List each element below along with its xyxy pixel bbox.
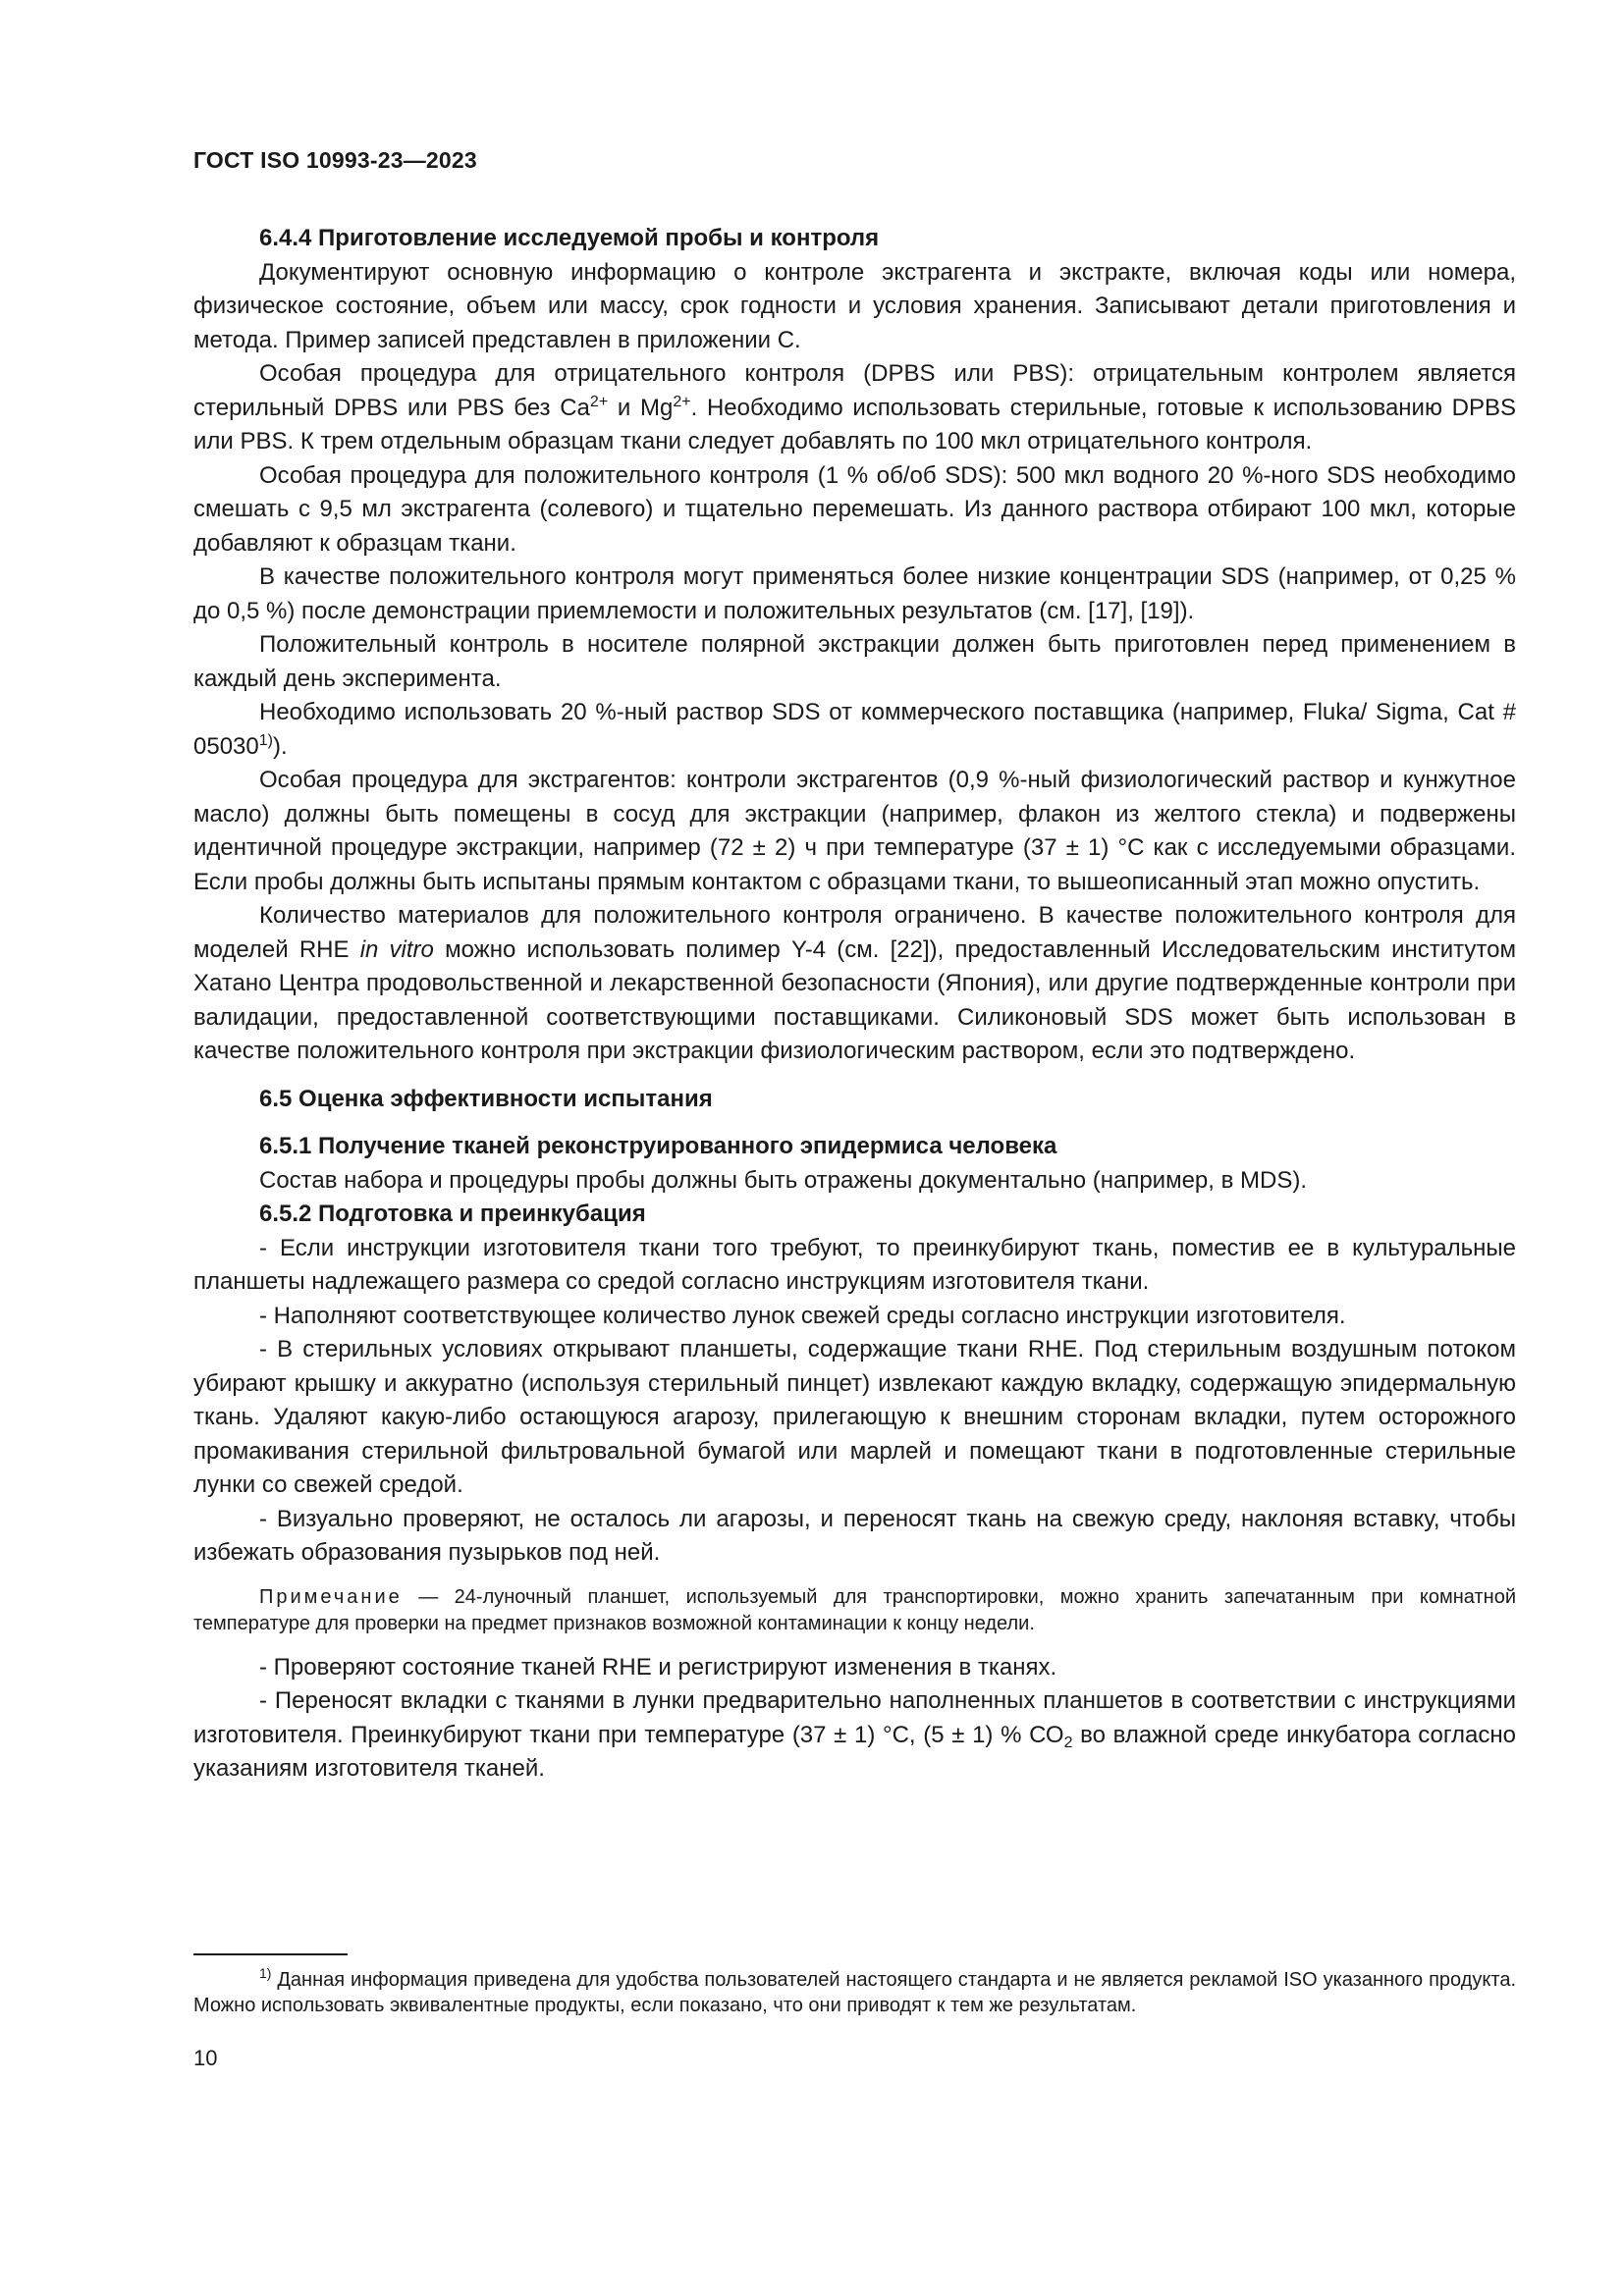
paragraph: Положительный контроль в носителе полярной экстракции должен быть приготовлен перед применением в каждый день эксперимента. [193, 631, 1516, 692]
list-item: - Визуально проверяют, не осталось ли агарозы, и переносят ткань на свежую среду, наклоняя вставку, чтобы избежать образования пузырьков под ней. [193, 1505, 1516, 1566]
heading-6-5-1: 6.5.1 Получение тканей реконструированного эпидермиса человека [259, 1133, 1057, 1159]
paragraph: Особая процедура для положительного контроля (1 % об/об SDS): 500 мкл водного 20 %-ного SDS необходимо смешать с 9,5 мл экстрагента (солевого) и тщательно перемешать. Из данного раствора отбирают 100 мкл, которые добавляют к образцам ткани. [193, 461, 1516, 557]
note: Примечание — 24-луночный планшет, используемый для транспортировки, можно хранить запечатанным при комнатной температуре для проверки на предмет признаков возможной контаминации к концу недели. [193, 1585, 1516, 1634]
paragraph: Особая процедура для экстрагентов: контроли экстрагентов (0,9 %-ный физиологический раствор и кунжутное масло) должны быть помещены в сосуд для экстракции (например, флакон из желтого стекла) и подвержены идентичной процедуре экстракции, например (72 ± 2) ч при температуре (37 ± 1) °С как с исследуемыми образцами. Если пробы должны быть испытаны прямым контактом с образцами ткани, то вышеописанный этап можно опустить. [193, 767, 1516, 895]
body-text [193, 222, 1516, 1787]
footnote-marker: 1) [259, 1965, 272, 1981]
paragraph: Количество материалов для положительного контроля ограничено. В качестве положительного контроля для моделей RHE in vitro можно использовать полимер Y-4 (см. [22]), предоставленный Исследовательским институтом Хатано Центра продовольственной и лекарственной безопасности (Япония), или другие подтвержденные контроли при валидации, предоставленной соответствующими поставщиками. Силиконовый SDS может быть использован в качестве положительного контроля при экстракции физиологическим раствором, если это подтверждено. [193, 902, 1516, 1064]
footnote: $^{1)}$ Данная информация приведена для удобства пользователей настоящего стандарта и не является рекламой ISO указанного продукта. Можно использовать эквивалентные продукты, если показано, что они приводят к тем же результатам. [193, 1965, 1517, 2016]
list-item: - Если инструкции изготовителя ткани того требуют, то преинкубируют ткань, поместив ее в культуральные планшеты надлежащего размера со средой согласно инструкциям изготовителя ткани. [193, 1234, 1516, 1295]
paragraph: Документируют основную информацию о контроле экстрагента и экстракте, включая коды или номера, физическое состояние, объем или массу, срок годности и условия хранения. Записывают детали приготовления и метода. Пример записей представлен в приложении С. [193, 258, 1516, 353]
paragraph: Необходимо использовать 20 %-ный раствор SDS от коммерческого поставщика (например, Fluka/ Sigma, Cat # 05030$^{1)}$). [193, 699, 1516, 760]
list-item: - Переносят вкладки с тканями в лунки предварительно наполненных планшетов в соответствии с инструкциями изготовителя. Преинкубируют ткани при температуре (37 ± 1) °С, (5 ± 1) % $СО_2$ во влажной среде инкубатора согласно указаниям изготовителя тканей. [193, 1687, 1517, 1782]
paragraph: Особая процедура для отрицательного контроля (DPBS или PBS): отрицательным контролем является стерильный DPBS или PBS без $Ca^{2+}$ и $Mg^{2+}$. Необходимо использовать стерильные, готовые к использованию DPBS или PBS. К трем отдельным образцам ткани следует добавлять по 100 мкл отрицательного контроля. [193, 360, 1517, 454]
page-number: 10 [193, 2046, 218, 2070]
paragraph: Состав набора и процедуры пробы должны быть отражены документально (например, в MDS). [259, 1166, 1308, 1194]
heading-6-4-4: 6.4.4 Приготовление исследуемой пробы и контроля [259, 225, 880, 251]
paragraph: В качестве положительного контроля могут применяться более низкие концентрации SDS (например, от 0,25 % до 0,5 %) после демонстрации приемлемости и положительных результатов (см. [17], [19]). [193, 563, 1516, 624]
footnote-ref: 1) [258, 731, 273, 749]
heading-6-5: 6.5 Оценка эффективности испытания [259, 1085, 713, 1112]
standard-header: ГОСТ ISO 10993-23—2023 [193, 147, 477, 173]
heading-6-5-2: 6.5.2 Подготовка и преинкубация [259, 1201, 646, 1227]
footnote-separator [193, 1953, 348, 1955]
list-item: - В стерильных условиях открывают планшеты, содержащие ткани RHE. Под стерильным воздушным потоком убирают крышку и аккуратно (используя стерильный пинцет) извлекают каждую вкладку, содержащую эпидермальную ткань. Удаляют какую-либо остающуюся агарозу, прилегающую к внешним сторонам вкладки, путем осторожного промакивания стерильной фильтровальной бумагой или марлей и помещают ткани в подготовленные стерильные лунки со свежей средой. [193, 1336, 1516, 1498]
note-label: Примечание [259, 1585, 403, 1608]
list-item: - Наполняют соответствующее количество лунок свежей среды согласно инструкции изготовителя. [259, 1302, 1346, 1329]
list-item: - Проверяют состояние тканей RHE и регистрируют изменения в тканях. [259, 1653, 1057, 1681]
